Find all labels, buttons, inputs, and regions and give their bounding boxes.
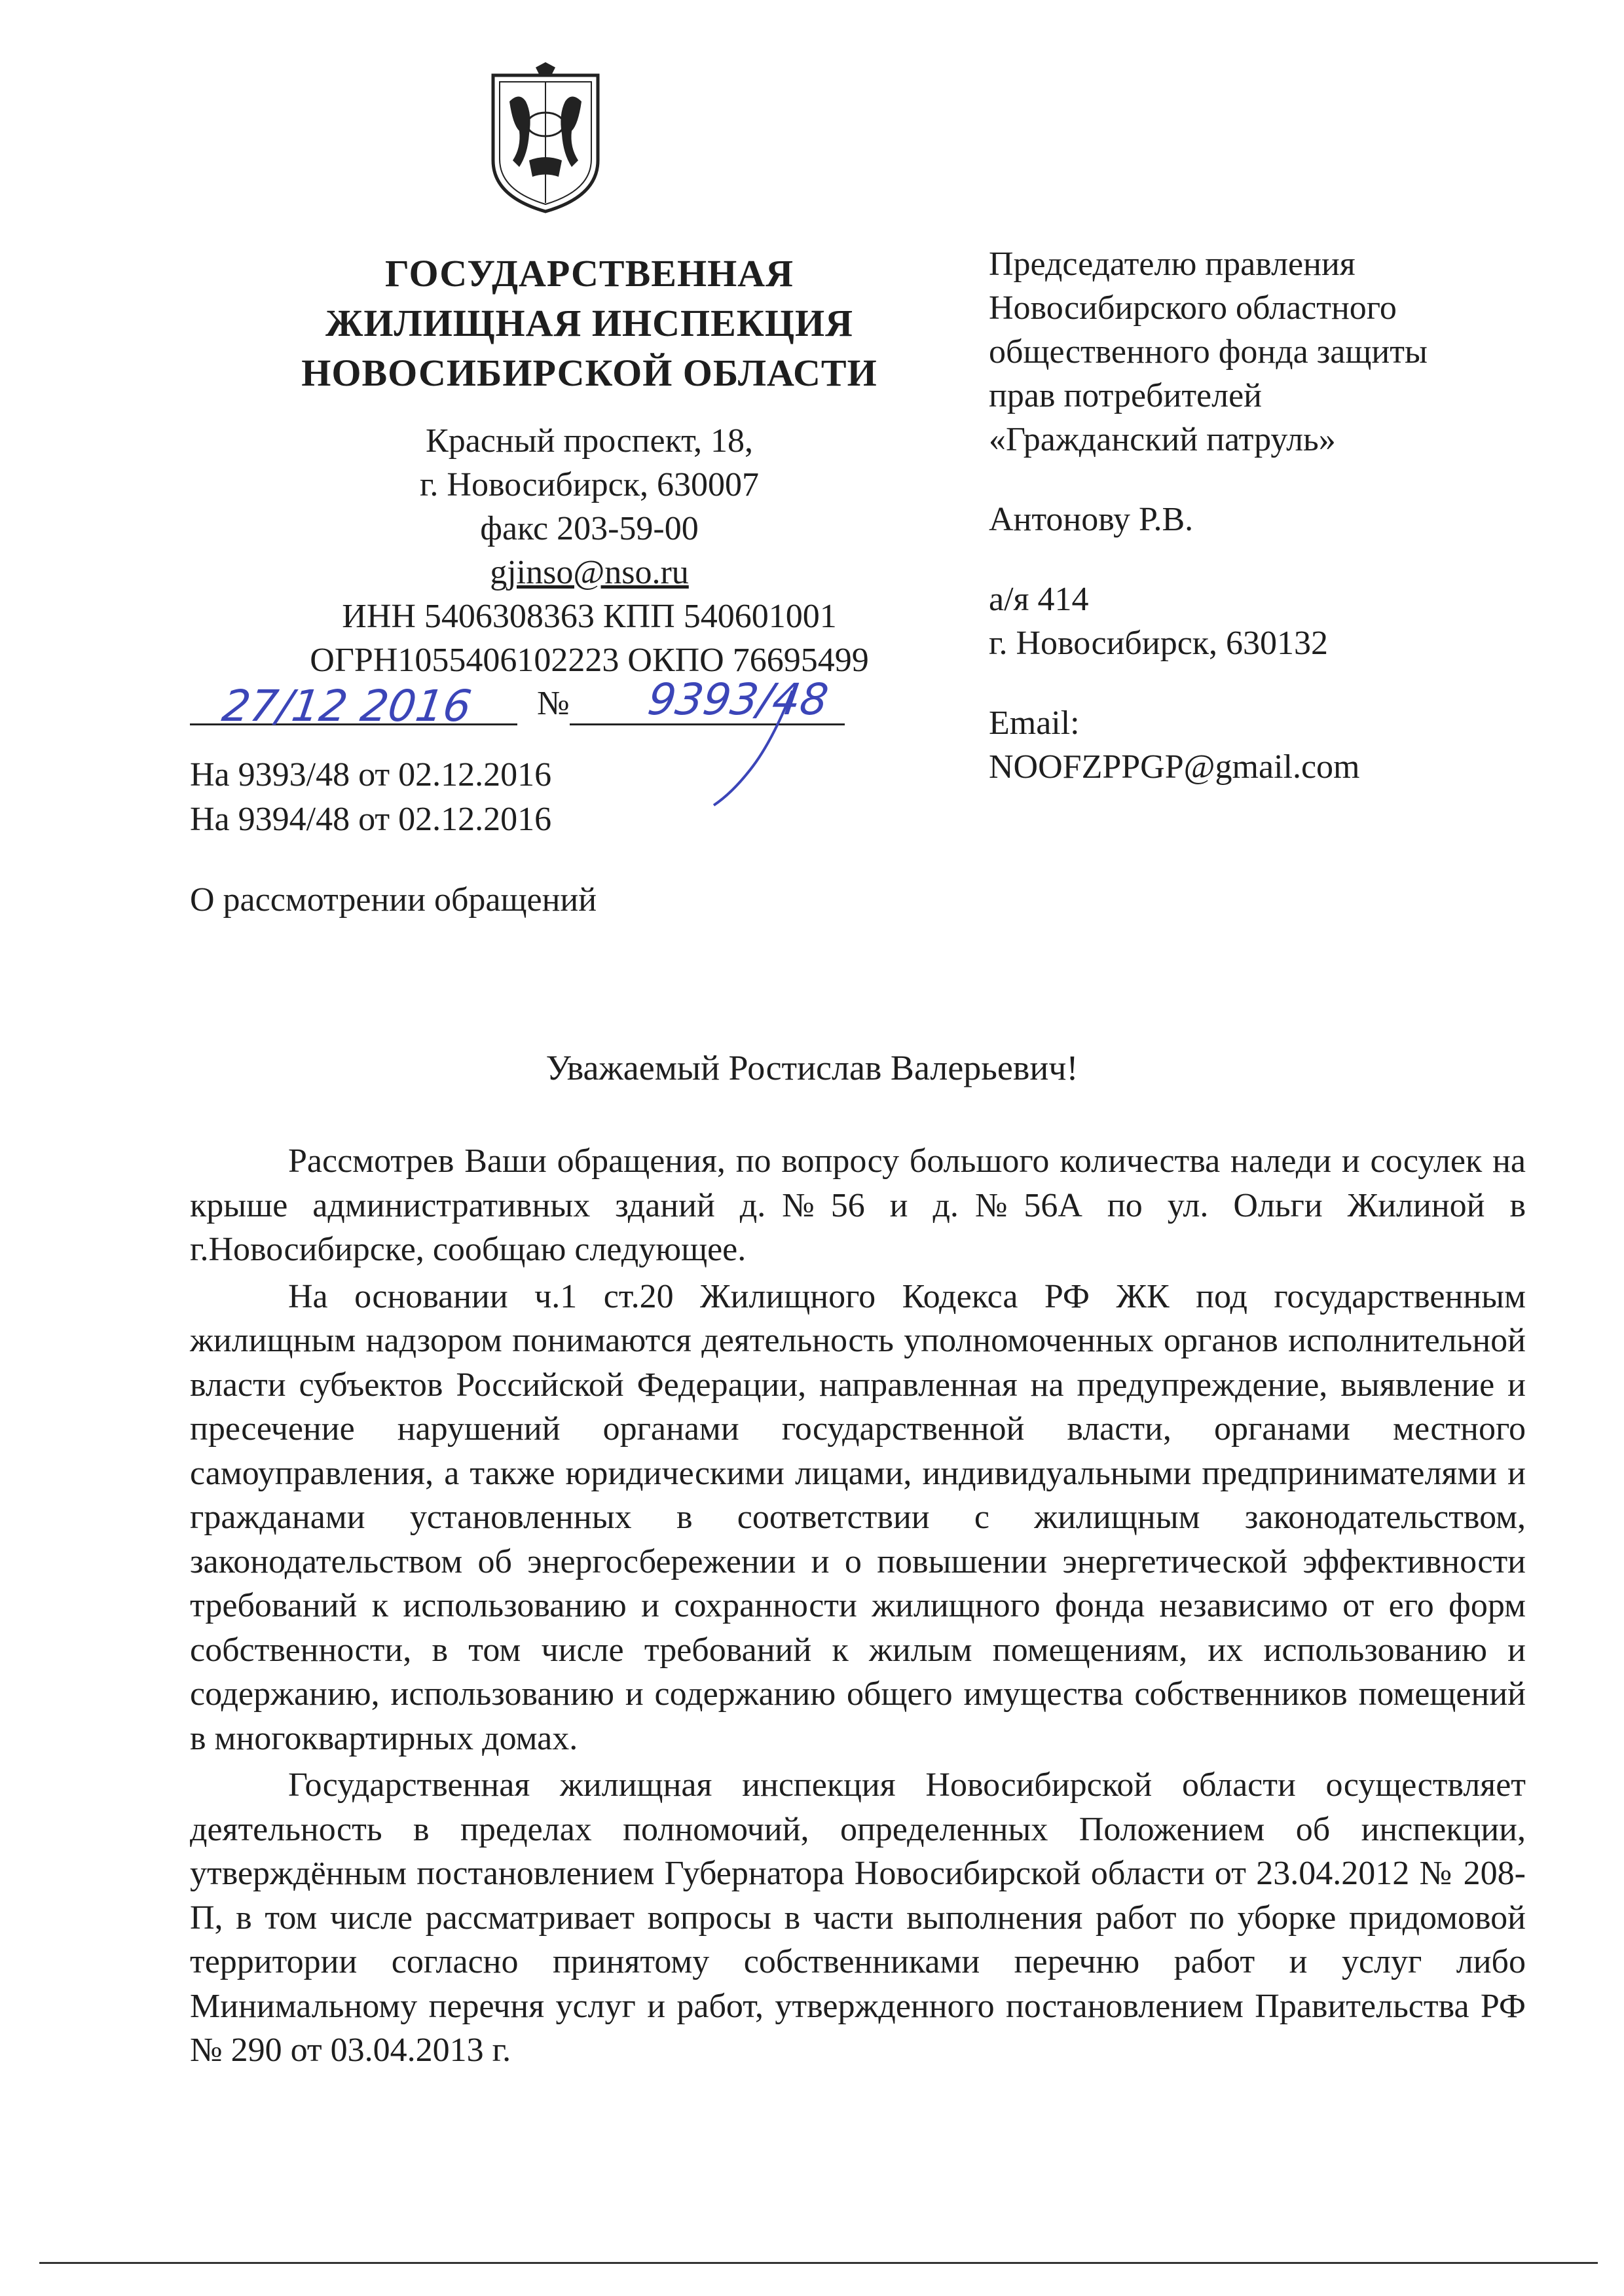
recipient-email[interactable]: NOOFZPPGP@gmail.com bbox=[989, 748, 1360, 786]
recipient-po-box: а/я 414 bbox=[989, 581, 1089, 618]
recipient-email-label: Email: bbox=[989, 704, 1080, 742]
salutation: Уважаемый Ростислав Валерьевич! bbox=[545, 1048, 1079, 1087]
handwritten-date: 27/12 2016 bbox=[219, 681, 475, 731]
sender-inn-kpp: ИНН 5406308363 КПП 540601001 bbox=[342, 598, 837, 635]
body-paragraph-3: Государственная жилищная инспекция Новосибирской области осуществляет деятельность в пределах полномочий, определенных Положением об инспекции, утверждённым постановлением Губернатора Новосибирской области от 23.04.2012 № 208-П, в том числе рассматривает вопросы в части выполнения работ по уборке придомовой территории согласно принятому собственниками перечню работ и услуг либо Минимальному перечня услуг и работ, утвержденного постановлением Правительства РФ № 290 от 03.04.2013 г. bbox=[190, 1766, 1526, 2069]
sender-address: Красный проспект, 18, bbox=[426, 422, 753, 460]
reference-line-2: На 9394/48 от 02.12.2016 bbox=[190, 801, 552, 838]
number-sign: № bbox=[537, 685, 570, 722]
sender-org-line-1: ГОСУДАРСТВЕННАЯ bbox=[385, 252, 794, 295]
letter-subject: О рассмотрении обращений bbox=[190, 881, 597, 919]
body-paragraph-2: На основании ч.1 ст.20 Жилищного Кодекса РФ ЖК под государственным жилищным надзором понимаются деятельность уполномоченных органов исполнительной власти субъектов Российской Федерации, направленная на предупреждение, выявление и пресечение нарушений органами государственной власти, органами местного самоуправления, а также юридическими лицами, индивидуальными предпринимателями и гражданами установленных в соответствии с жилищным законодательством, законодательством об энергосбережении и о повышении энергетической эффективности требований к использованию и сохранности жилищного фонда независимо от его форм собственности, в том числе требований к жилым помещениям, их использованию и содержанию, использованию и содержанию общего имущества собственников помещений в многоквартирных домах. bbox=[190, 1277, 1526, 1757]
sender-org-line-2: ЖИЛИЩНАЯ ИНСПЕКЦИЯ bbox=[325, 302, 853, 344]
body-paragraph-1: Рассмотрев Ваши обращения, по вопросу большого количества наледи и сосулек на крыше административных зданий д.№56 и д.№56А по ул. Ольги Жилиной в г.Новосибирске, сообщаю следующее. bbox=[190, 1142, 1526, 1268]
sender-city: г. Новосибирск, 630007 bbox=[419, 466, 760, 503]
page-bottom-rule bbox=[39, 2262, 1598, 2264]
sender-fax: факс 203-59-00 bbox=[480, 510, 699, 547]
recipient-line-3: общественного фонда защиты bbox=[989, 333, 1428, 371]
recipient-line-2: Новосибирского областного bbox=[989, 289, 1397, 327]
recipient-line-1: Председателю правления bbox=[989, 246, 1356, 283]
sender-organization bbox=[196, 249, 982, 398]
recipient-line-5: «Гражданский патруль» bbox=[989, 421, 1336, 458]
recipient-line-4: прав потребителей bbox=[989, 377, 1262, 414]
recipient-name: Антонову Р.В. bbox=[989, 501, 1194, 538]
recipient-block bbox=[989, 242, 1578, 789]
reference-line-1: На 9393/48 от 02.12.2016 bbox=[190, 756, 552, 793]
handwritten-number: 9393/48 bbox=[644, 674, 832, 725]
letter-body bbox=[190, 1139, 1526, 2075]
coat-of-arms-emblem bbox=[483, 62, 608, 216]
sender-contact-block bbox=[196, 419, 982, 682]
reference-block bbox=[190, 753, 779, 842]
sender-org-line-3: НОВОСИБИРСКОЙ ОБЛАСТИ bbox=[301, 352, 877, 394]
sender-ogrn-okpo: ОГРН1055406102223 ОКПО 76695499 bbox=[310, 642, 869, 679]
recipient-city: г. Новосибирск, 630132 bbox=[989, 625, 1329, 662]
sender-email-link[interactable]: gjinso@nso.ru bbox=[490, 554, 689, 591]
